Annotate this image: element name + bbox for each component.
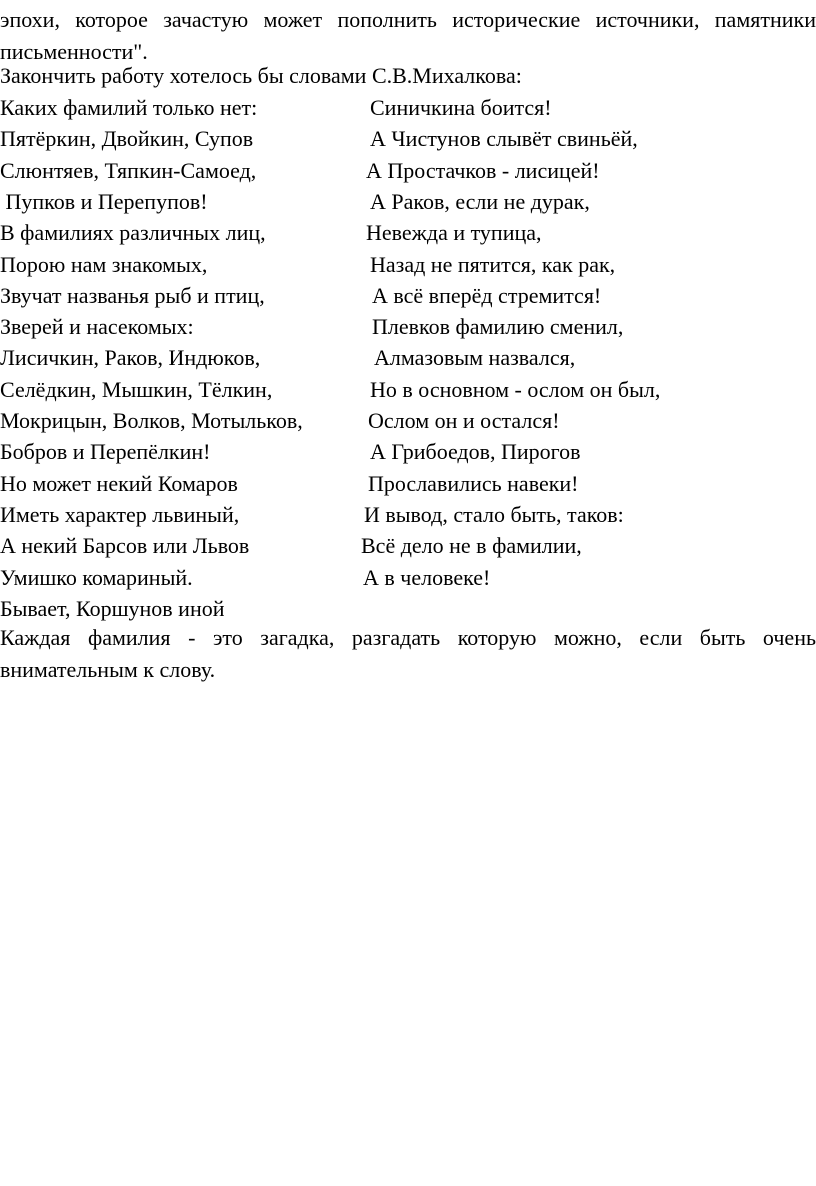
poem-right-line: А Чистунов слывёт свиньёй, <box>370 126 638 151</box>
poem-right-line: Алмазовым назвался, <box>374 345 576 370</box>
poem-left-line: Пятёркин, Двойкин, Супов <box>0 126 254 151</box>
poem-right-line: Невежда и тупица, <box>366 220 542 245</box>
poem-left-line: Иметь характер львиный, <box>0 502 240 527</box>
poem-row <box>0 280 816 312</box>
poem-left-line: Бывает, Коршунов иной <box>0 596 225 621</box>
poem-left-line: Каких фамилий только нет: <box>0 95 258 120</box>
poem-row <box>0 186 816 218</box>
poem-left-line: Лисичкин, Раков, Индюков, <box>0 345 261 370</box>
poem-row <box>0 311 816 343</box>
closing-intro-line: Закончить работу хотелось бы словами С.В.Михалкова: <box>0 63 522 88</box>
poem-row <box>0 217 816 249</box>
poem-row <box>0 530 816 562</box>
poem-left-line: Пупков и Перепупов! <box>0 189 208 214</box>
poem-left-line: Умишко комариный. <box>0 565 193 590</box>
poem-left-line: Но может некий Комаров <box>0 471 238 496</box>
poem-left-line: А некий Барсов или Львов <box>0 533 250 558</box>
poem-right-line: А Грибоедов, Пирогов <box>370 439 581 464</box>
poem-right-line: Но в основном - ослом он был, <box>370 377 661 402</box>
poem-row <box>0 92 816 124</box>
poem-row <box>0 249 816 281</box>
poem-right-line: И вывод, стало быть, таков: <box>364 502 624 527</box>
poem-right-line: Назад не пятится, как рак, <box>370 252 616 277</box>
poem-row <box>0 468 816 500</box>
poem-right-line: Плевков фамилию сменил, <box>372 314 624 339</box>
poem-row <box>0 405 816 437</box>
poem-row <box>0 562 816 594</box>
poem-row <box>0 499 816 531</box>
poem-row <box>0 155 816 187</box>
poem-right-line: Всё дело не в фамилии, <box>361 533 582 558</box>
poem-row <box>0 123 816 155</box>
poem-right-line: А всё вперёд стремится! <box>372 283 602 308</box>
poem-row <box>0 436 816 468</box>
poem-left-line: Порою нам знакомых, <box>0 252 208 277</box>
final-paragraph: Каждая фамилия - это загадка, разгадать которую можно, если быть очень внимательным к слову. <box>0 625 816 682</box>
poem-right-line: Синичкина боится! <box>370 95 552 120</box>
poem-right-line: Ослом он и остался! <box>368 408 560 433</box>
poem-right-line: Прославились навеки! <box>368 471 579 496</box>
poem-row <box>0 593 816 625</box>
poem-right-line: А Раков, если не дурак, <box>370 189 590 214</box>
poem-left-line: Селёдкин, Мышкин, Тёлкин, <box>0 377 273 402</box>
poem-row <box>0 374 816 406</box>
poem-left-line: Звучат названья рыб и птиц, <box>0 283 265 308</box>
poem-right-line: А Простачков - лисицей! <box>366 158 600 183</box>
poem-left-line: Бобров и Перепёлкин! <box>0 439 211 464</box>
poem-left-line: Зверей и насекомых: <box>0 314 194 339</box>
intro-paragraph: эпохи, которое зачастую может пополнить исторические источники, памятники письменности". <box>0 7 816 64</box>
poem-row <box>0 342 816 374</box>
poem-right-line: А в человеке! <box>363 565 491 590</box>
poem-left-line: Слюнтяев, Тяпкин-Самоед, <box>0 158 257 183</box>
poem-left-line: В фамилиях различных лиц, <box>0 220 266 245</box>
poem-left-line: Мокрицын, Волков, Мотыльков, <box>0 408 303 433</box>
